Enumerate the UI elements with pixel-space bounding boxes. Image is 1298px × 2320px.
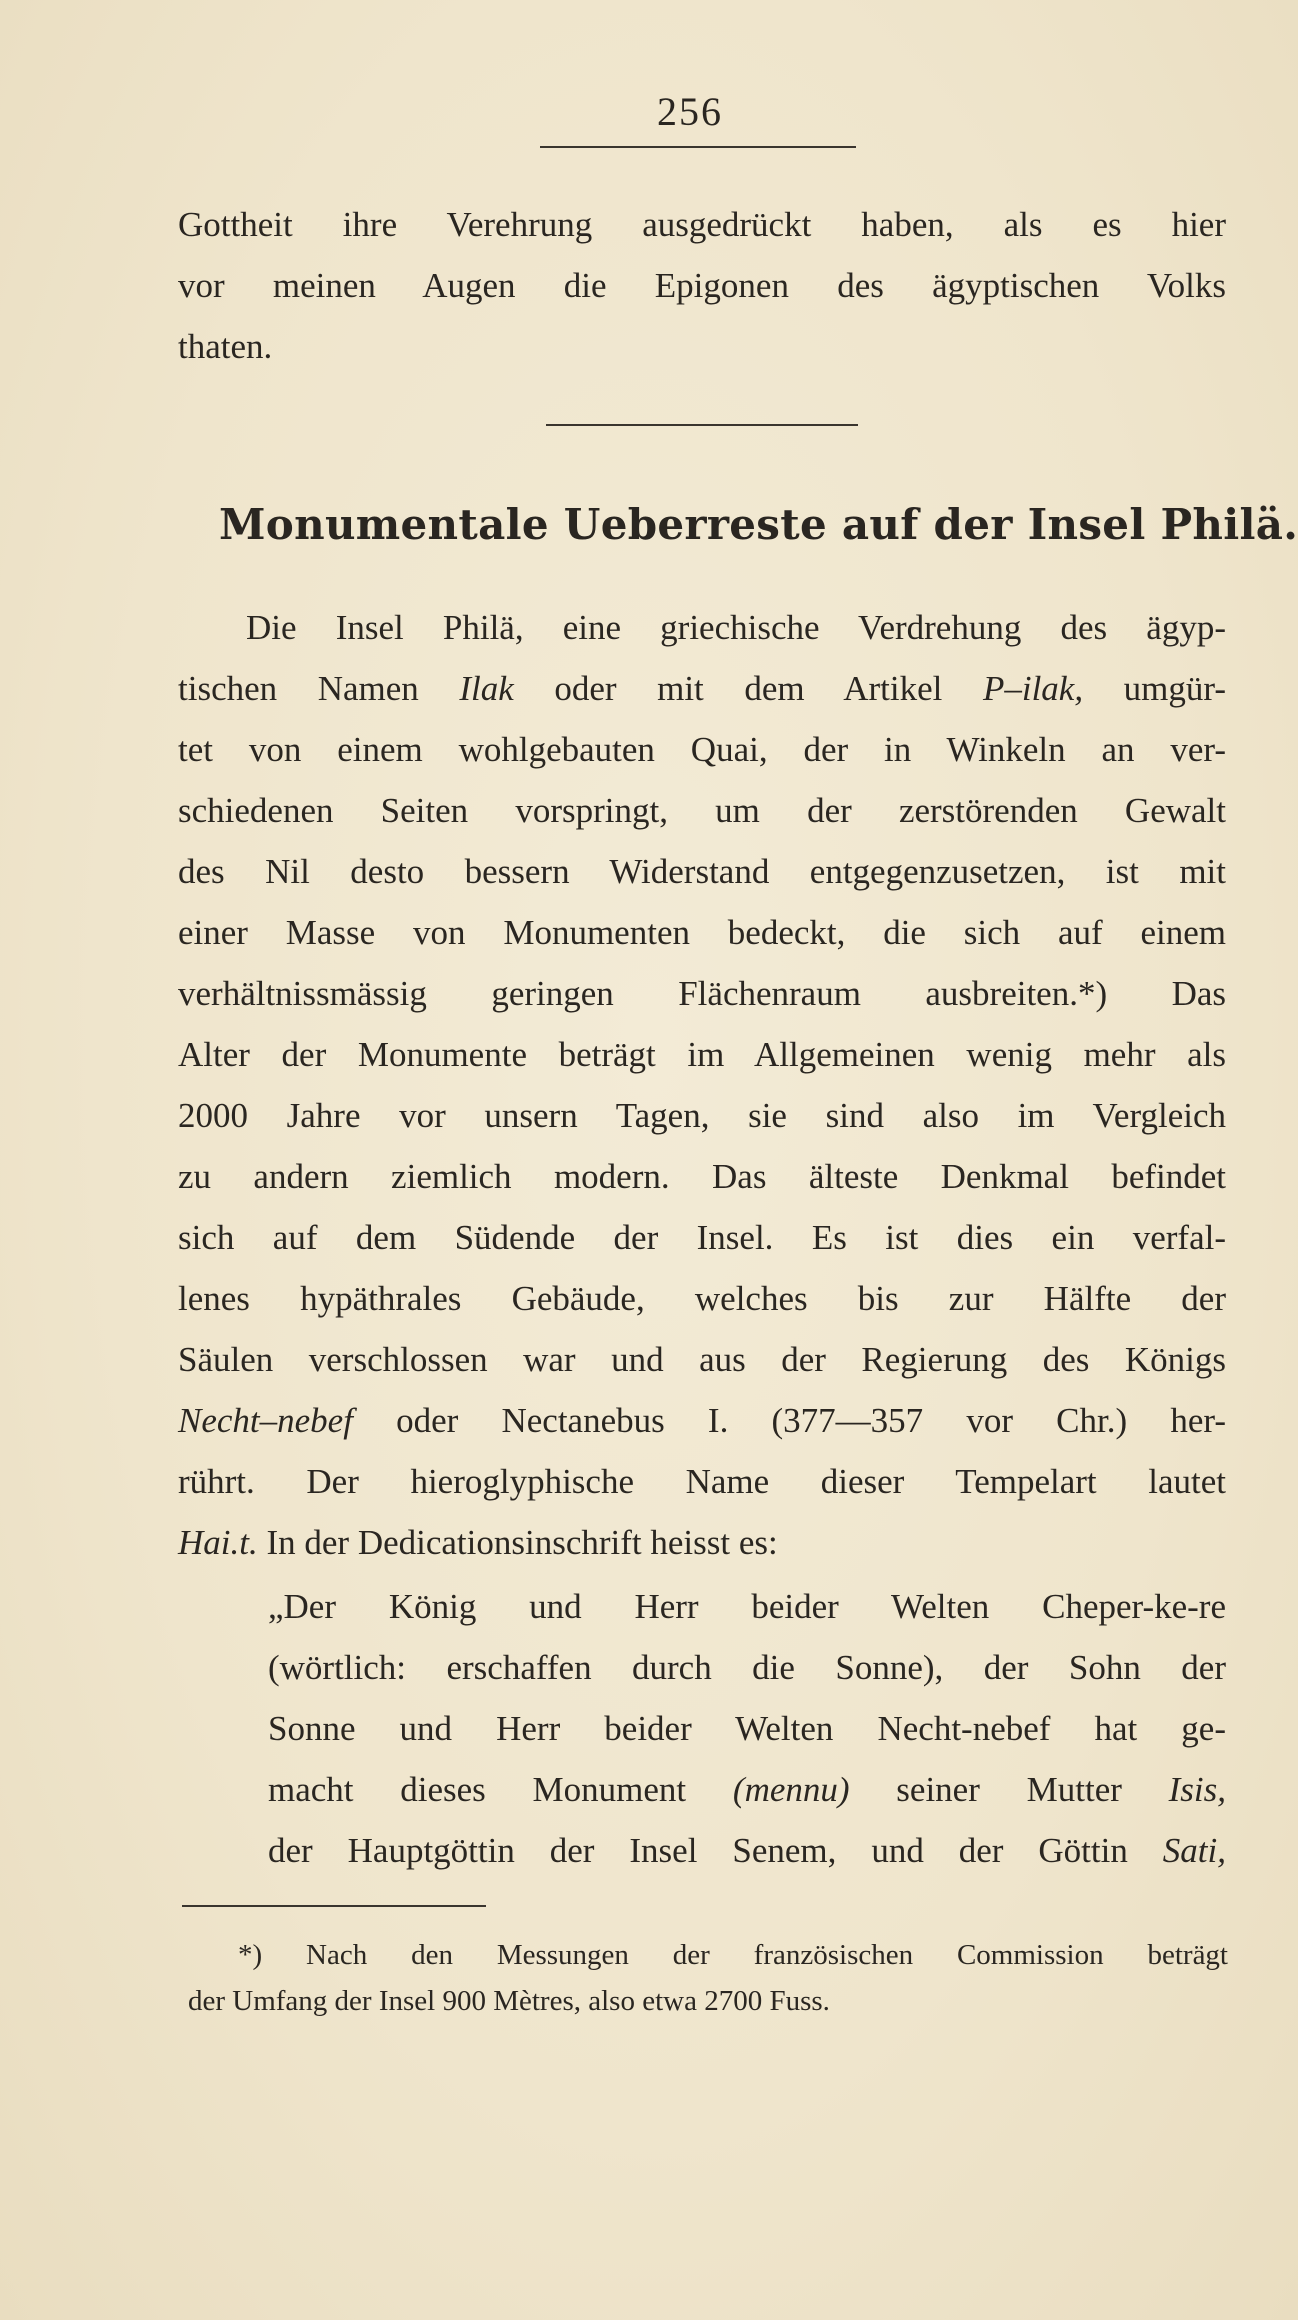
text-line: lenes hypäthrales Gebäude, welches bis zur Hälfte der (178, 1279, 1226, 1318)
main-paragraph (178, 597, 1226, 1573)
section-divider (546, 424, 858, 426)
text-line: Die Insel Philä, eine griechische Verdrehung des ägyp- (246, 608, 1226, 647)
text-line: vor meinen Augen die Epigonen des ägyptischen Volks (178, 266, 1226, 305)
text-line: Alter der Monumente beträgt im Allgemeinen wenig mehr als (178, 1035, 1226, 1074)
quote-line: (wörtlich: erschaffen durch die Sonne), der Sohn der (268, 1648, 1226, 1687)
italic-term: Sati, (1162, 1831, 1226, 1870)
text-line: sich auf dem Südende der Insel. Es ist dies ein verfal- (178, 1218, 1226, 1257)
section-heading: Monumentale Ueberreste auf der Insel Philä. (219, 500, 1298, 549)
text-line: schiedenen Seiten vorspringt, um der zerstörenden Gewalt (178, 791, 1226, 830)
text-line: tet von einem wohlgebauten Quai, der in Winkeln an ver- (178, 730, 1226, 769)
text-line: Säulen verschlossen war und aus der Regierung des Königs (178, 1340, 1226, 1379)
text-line: 2000 Jahre vor unsern Tagen, sie sind also im Vergleich (178, 1096, 1226, 1135)
text-line: zu andern ziemlich modern. Das älteste Denkmal befindet (178, 1157, 1226, 1196)
text-line: Hai.t. In der Dedicationsinschrift heisst es: (178, 1523, 778, 1562)
italic-term: Ilak (459, 669, 514, 708)
page-number: 256 (657, 89, 723, 134)
italic-term: P–ilak, (982, 669, 1084, 708)
text-line: rührt. Der hieroglyphische Name dieser Tempelart lautet (178, 1462, 1226, 1501)
header-rule (540, 146, 856, 148)
quote-line: „Der König und Herr beider Welten Cheper-ke-re (268, 1587, 1226, 1626)
footnote-rule (182, 1905, 486, 1907)
italic-term: Hai.t. (178, 1523, 258, 1562)
quote-line: Sonne und Herr beider Welten Necht-nebef hat ge- (268, 1709, 1226, 1748)
text-line: des Nil desto bessern Widerstand entgegenzusetzen, ist mit (178, 852, 1226, 891)
carryover-paragraph (178, 194, 1226, 377)
quotation-block (268, 1576, 1226, 1881)
italic-term: Necht–nebef (178, 1401, 353, 1440)
text-line: thaten. (178, 327, 273, 366)
footnote-line: der Umfang der Insel 900 Mètres, also etwa 2700 Fuss. (188, 1985, 830, 2017)
italic-term: (mennu) (732, 1770, 850, 1809)
footnote (188, 1932, 1228, 2024)
footnote-line: *) Nach den Messungen der französischen Commission beträgt (238, 1939, 1228, 1971)
quote-line: macht dieses Monument (mennu) seiner Mutter Isis, (268, 1770, 1227, 1809)
text-line: einer Masse von Monumenten bedeckt, die sich auf einem (178, 913, 1226, 952)
text-line: tischen Namen Ilak oder mit dem Artikel P–ilak, umgür- (178, 669, 1226, 708)
italic-term: Isis, (1168, 1770, 1227, 1809)
quote-line: der Hauptgöttin der Insel Senem, und der Göttin Sati, (268, 1831, 1226, 1870)
text-line: Gottheit ihre Verehrung ausgedrückt haben, als es hier (178, 205, 1226, 244)
text-line: Necht–nebef oder Nectanebus I. (377—357 vor Chr.) her- (178, 1401, 1226, 1440)
text-line: verhältnissmässig geringen Flächenraum ausbreiten.*) Das (178, 974, 1226, 1013)
